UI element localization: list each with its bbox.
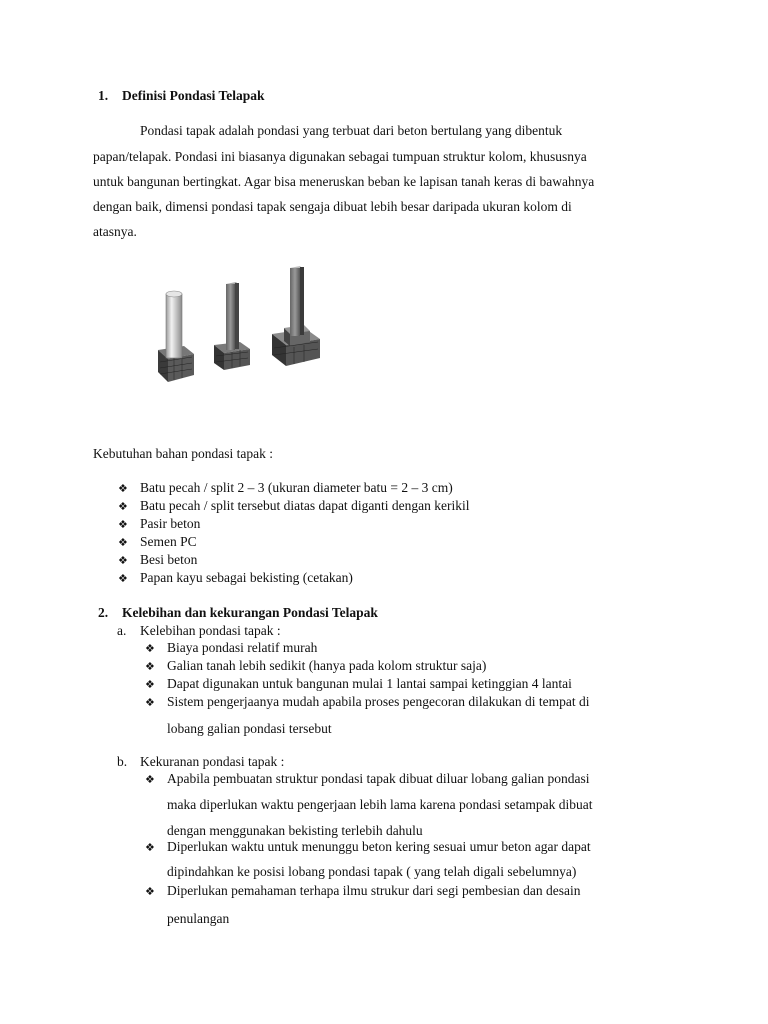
diamond-bullet-icon: ❖ <box>118 500 128 513</box>
diamond-bullet-icon: ❖ <box>118 518 128 531</box>
footing-2 <box>214 282 250 370</box>
list-item-continuation: lobang galian pondasi tersebut <box>167 721 332 736</box>
list-item: Sistem pengerjaanya mudah apabila proses pengecoran dilakukan di tempat di <box>167 694 590 709</box>
list-item-continuation: dipindahkan ke posisi lobang pondasi tapak ( yang telah digali sebelumnya) <box>167 864 577 879</box>
diamond-bullet-icon: ❖ <box>118 554 128 567</box>
footing-3 <box>272 266 320 366</box>
diamond-bullet-icon: ❖ <box>145 773 155 786</box>
diamond-bullet-icon: ❖ <box>145 885 155 898</box>
paragraph-line: atasnya. <box>93 224 137 239</box>
paragraph-line: untuk bangunan bertingkat. Agar bisa meneruskan beban ke lapisan tanah keras di bawahnya <box>93 174 595 189</box>
footing-columns-illustration-icon <box>148 262 348 392</box>
paragraph-line: papan/telapak. Pondasi ini biasanya digunakan sebagai tumpuan struktur kolom, khususnya <box>93 149 587 164</box>
sublist-b-label: Kekuranan pondasi tapak : <box>140 754 285 769</box>
diamond-bullet-icon: ❖ <box>118 536 128 549</box>
list-item: Diperlukan waktu untuk menunggu beton kering sesuai umur beton agar dapat <box>167 839 591 854</box>
sublist-a-label: Kelebihan pondasi tapak : <box>140 623 281 638</box>
materials-intro: Kebutuhan bahan pondasi tapak : <box>93 446 273 461</box>
section-1-title: Definisi Pondasi Telapak <box>122 88 265 103</box>
section-2-number: 2. <box>98 605 109 620</box>
paragraph-line: dengan baik, dimensi pondasi tapak sengaja dibuat lebih besar daripada ukuran kolom di <box>93 199 572 214</box>
diamond-bullet-icon: ❖ <box>145 642 155 655</box>
list-item: Batu pecah / split 2 – 3 (ukuran diameter batu = 2 – 3 cm) <box>140 480 453 495</box>
section-1-number: 1. <box>98 88 109 103</box>
footing-1 <box>158 291 194 382</box>
sublist-a-marker: a. <box>117 623 127 638</box>
list-item-continuation: penulangan <box>167 911 230 926</box>
list-item: Diperlukan pemahaman terhapa ilmu strukur dari segi pembesian dan desain <box>167 883 581 898</box>
list-item: Biaya pondasi relatif murah <box>167 640 318 655</box>
list-item: Pasir beton <box>140 516 201 531</box>
list-item-continuation: maka diperlukan waktu pengerjaan lebih lama karena pondasi setampak dibuat <box>167 797 593 812</box>
section-2-title: Kelebihan dan kekurangan Pondasi Telapak <box>122 605 378 620</box>
list-item: Semen PC <box>140 534 197 549</box>
sublist-b-marker: b. <box>117 754 128 769</box>
list-item: Papan kayu sebagai bekisting (cetakan) <box>140 570 353 585</box>
list-item: Dapat digunakan untuk bangunan mulai 1 lantai sampai ketinggian 4 lantai <box>167 676 572 691</box>
diamond-bullet-icon: ❖ <box>145 696 155 709</box>
list-item: Batu pecah / split tersebut diatas dapat diganti dengan kerikil <box>140 498 470 513</box>
diamond-bullet-icon: ❖ <box>118 572 128 585</box>
diamond-bullet-icon: ❖ <box>145 660 155 673</box>
list-item: Besi beton <box>140 552 198 567</box>
diamond-bullet-icon: ❖ <box>145 841 155 854</box>
list-item: Apabila pembuatan struktur pondasi tapak dibuat diluar lobang galian pondasi <box>167 771 590 786</box>
list-item-continuation: dengan menggunakan bekisting terlebih dahulu <box>167 823 423 838</box>
diamond-bullet-icon: ❖ <box>145 678 155 691</box>
paragraph-line: Pondasi tapak adalah pondasi yang terbuat dari beton bertulang yang dibentuk <box>140 123 563 138</box>
diamond-bullet-icon: ❖ <box>118 482 128 495</box>
list-item: Galian tanah lebih sedikit (hanya pada kolom struktur saja) <box>167 658 487 673</box>
